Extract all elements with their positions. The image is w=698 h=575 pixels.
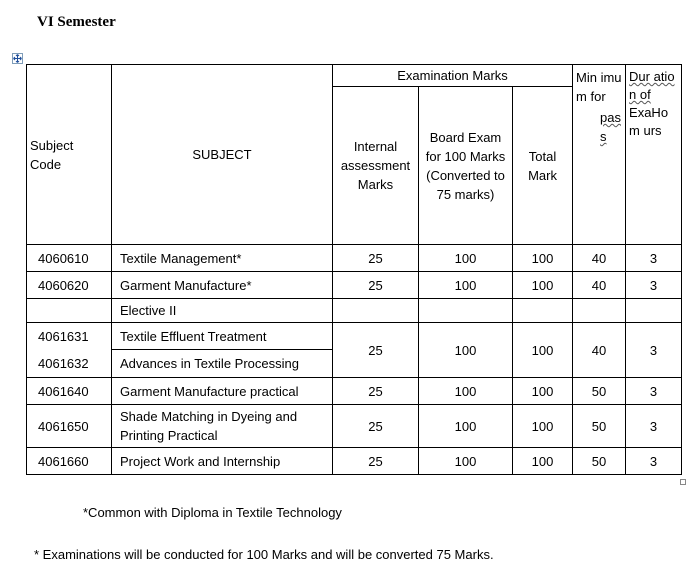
- header-duration-bottom: ExaHo m urs: [629, 105, 669, 138]
- total-mark: 100: [513, 378, 573, 405]
- move-icon: [13, 54, 22, 63]
- empty-cell: [419, 299, 513, 323]
- page-heading: VI Semester: [37, 14, 116, 30]
- header-board-exam: Board Exam for 100 Marks (Converted to 75 marks): [419, 87, 513, 245]
- total-mark: 100: [513, 448, 573, 475]
- total-mark: 100: [513, 405, 573, 448]
- footnote-examinations: * Examinations will be conducted for 100 Marks and will be converted 75 Marks.: [34, 547, 494, 562]
- empty-cell: [513, 299, 573, 323]
- board-marks: 100: [419, 272, 513, 299]
- subject-code: 4060620: [27, 272, 112, 299]
- header-minimum-pass: [573, 65, 626, 245]
- header-total-mark: Total Mark: [513, 87, 573, 245]
- subject-code: 4061632: [27, 350, 112, 378]
- subject-name: Textile Effluent Treatment: [112, 323, 333, 350]
- minimum-pass: 40: [573, 323, 626, 378]
- total-mark: 100: [513, 323, 573, 378]
- marks-table: [26, 64, 682, 475]
- table-row: [27, 378, 682, 405]
- subject-code: 4061640: [27, 378, 112, 405]
- board-marks: 100: [419, 323, 513, 378]
- internal-marks: 25: [333, 378, 419, 405]
- board-marks: 100: [419, 378, 513, 405]
- header-examination-marks: Examination Marks: [333, 65, 573, 87]
- duration-hours: 3: [626, 378, 682, 405]
- internal-marks: 25: [333, 245, 419, 272]
- header-subject: SUBJECT: [112, 65, 333, 245]
- total-mark: 100: [513, 245, 573, 272]
- internal-marks: 25: [333, 448, 419, 475]
- internal-marks: 25: [333, 272, 419, 299]
- header-duration-top: Dur atio n of: [629, 69, 675, 102]
- header-minimum-pass-bottom: pas s: [600, 110, 621, 144]
- subject-code: 4061631: [27, 323, 112, 350]
- subject-name: Textile Management*: [112, 245, 333, 272]
- duration-hours: 3: [626, 405, 682, 448]
- internal-marks: 25: [333, 323, 419, 378]
- duration-hours: 3: [626, 245, 682, 272]
- minimum-pass: 50: [573, 448, 626, 475]
- subject-name: Advances in Textile Processing: [112, 350, 333, 378]
- minimum-pass: 40: [573, 245, 626, 272]
- table-row: [27, 405, 682, 448]
- duration-hours: 3: [626, 323, 682, 378]
- subject-code: 4061650: [27, 405, 112, 448]
- table-row: [27, 448, 682, 475]
- subject-code: 4060610: [27, 245, 112, 272]
- footnote-common: *Common with Diploma in Textile Technology: [83, 505, 342, 520]
- minimum-pass: 50: [573, 378, 626, 405]
- minimum-pass: 50: [573, 405, 626, 448]
- table-row: [27, 299, 682, 323]
- total-mark: 100: [513, 272, 573, 299]
- elective-label: Elective II: [112, 299, 333, 323]
- subject-name: Project Work and Internship: [112, 448, 333, 475]
- empty-cell: [573, 299, 626, 323]
- table-row: [27, 323, 682, 350]
- minimum-pass: 40: [573, 272, 626, 299]
- internal-marks: 25: [333, 405, 419, 448]
- header-internal: Internal assessment Marks: [333, 87, 419, 245]
- table-row: [27, 245, 682, 272]
- header-minimum-pass-top: Min imu m for: [576, 70, 622, 104]
- duration-hours: 3: [626, 272, 682, 299]
- header-subject-code: Subject Code: [27, 65, 112, 245]
- subject-code: 4061660: [27, 448, 112, 475]
- subject-name: Garment Manufacture*: [112, 272, 333, 299]
- table-row: [27, 272, 682, 299]
- board-marks: 100: [419, 245, 513, 272]
- empty-cell: [27, 299, 112, 323]
- board-marks: 100: [419, 448, 513, 475]
- subject-name: Shade Matching in Dyeing and Printing Practical: [112, 405, 333, 448]
- empty-cell: [333, 299, 419, 323]
- duration-hours: 3: [626, 448, 682, 475]
- board-marks: 100: [419, 405, 513, 448]
- header-duration: [626, 65, 682, 245]
- subject-name: Garment Manufacture practical: [112, 378, 333, 405]
- empty-cell: [626, 299, 682, 323]
- table-resize-handle[interactable]: [680, 479, 686, 485]
- table-move-handle[interactable]: [12, 53, 23, 64]
